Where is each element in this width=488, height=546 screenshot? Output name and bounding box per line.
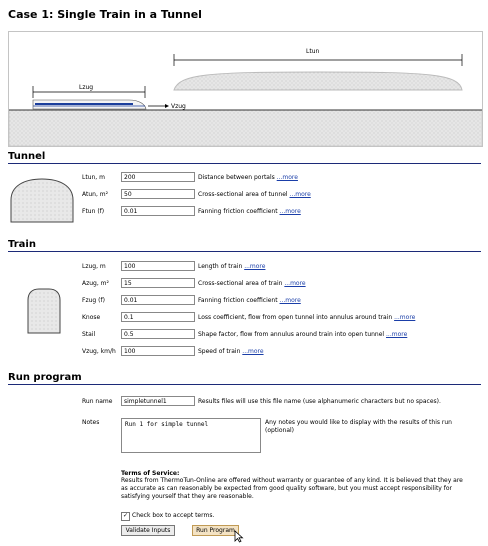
vzug-diagram-label: Vzug <box>171 103 186 110</box>
notes-textarea[interactable]: Run 1 for simple tunnel <box>121 418 261 453</box>
lzug-diagram-label: Lzug <box>79 84 94 91</box>
fzug-input[interactable]: 0.01 <box>121 295 195 305</box>
azug-input[interactable]: 15 <box>121 278 195 288</box>
lzug-more-link[interactable]: ...more <box>244 263 266 270</box>
vzug-input[interactable]: 100 <box>121 346 195 356</box>
run-program-button[interactable]: Run Program <box>192 525 239 536</box>
accept-terms-checkbox[interactable]: ✓ <box>122 512 129 519</box>
ftun-more-link[interactable]: ...more <box>279 208 301 215</box>
fzug-more-link[interactable]: ...more <box>279 297 301 304</box>
ftun-label: Ftun (f) <box>82 208 105 215</box>
tos-text: Results from ThermoTun-Online are offered without warranty or guarantee of any kind. It is believed that they are as accurate as can reasonably be expected from good quality software, but you must accept responsibility for satisfying yourself that they are reasonable. <box>121 477 463 500</box>
atun-desc: Cross-sectional area of tunnel <box>198 191 288 198</box>
tunnel-diagram <box>8 31 483 147</box>
page-title: Case 1: Single Train in a Tunnel <box>8 8 202 21</box>
notes-label: Notes <box>82 419 100 426</box>
train-heading: Train <box>8 239 36 250</box>
ltun-more-link[interactable]: ...more <box>276 174 298 181</box>
train-illustration <box>33 100 146 109</box>
atun-label: Atun, m² <box>82 191 109 198</box>
knose-desc: Loss coefficient, flow from open tunnel into annulus around train <box>198 314 393 321</box>
ltun-diagram-label: Ltun <box>306 48 320 55</box>
ltun-desc: Distance between portals <box>198 174 275 181</box>
run-rule <box>8 384 481 385</box>
tos-heading: Terms of Service: <box>121 470 180 477</box>
ftun-input[interactable]: 0.01 <box>121 206 195 216</box>
vzug-desc: Speed of train <box>198 348 241 355</box>
lzug-label: Lzug, m <box>82 263 106 270</box>
stail-more-link[interactable]: ...more <box>386 331 408 338</box>
validate-inputs-button[interactable]: Validate Inputs <box>121 525 175 536</box>
knose-input[interactable]: 0.1 <box>121 312 195 322</box>
train-cross-section-icon <box>27 288 61 334</box>
knose-label: Knose <box>82 314 101 321</box>
vzug-label: Vzug, km/h <box>82 348 116 355</box>
tunnel-heading: Tunnel <box>8 151 46 162</box>
fzug-desc: Fanning friction coefficient <box>198 297 278 304</box>
atun-more-link[interactable]: ...more <box>289 191 311 198</box>
ltun-input[interactable]: 200 <box>121 172 195 182</box>
run-name-desc: Results files will use this file name (use alphanumeric characters but no spaces). <box>198 398 441 405</box>
stail-input[interactable]: 0.5 <box>121 329 195 339</box>
run-name-input[interactable]: simpletunnel1 <box>121 396 195 406</box>
atun-input[interactable]: 50 <box>121 189 195 199</box>
accept-terms-label: Check box to accept terms. <box>132 512 215 519</box>
notes-desc: Any notes you would like to display with the results of this run (optional) <box>265 419 452 434</box>
train-rule <box>8 251 481 252</box>
ltun-label: Ltun, m <box>82 174 105 181</box>
vzug-more-link[interactable]: ...more <box>242 348 264 355</box>
azug-label: Azug, m² <box>82 280 109 287</box>
lzug-desc: Length of train <box>198 263 243 270</box>
mouse-cursor-icon <box>234 530 244 543</box>
azug-desc: Cross-sectional area of train <box>198 280 283 287</box>
lzug-input[interactable]: 100 <box>121 261 195 271</box>
stail-desc: Shape factor, flow from annulus around train into open tunnel <box>198 331 385 338</box>
run-heading: Run program <box>8 372 82 383</box>
stail-label: Stail <box>82 331 96 338</box>
fzug-label: Fzug (f) <box>82 297 105 304</box>
run-name-label: Run name <box>82 398 113 405</box>
knose-more-link[interactable]: ...more <box>394 314 416 321</box>
azug-more-link[interactable]: ...more <box>284 280 306 287</box>
ftun-desc: Fanning friction coefficient <box>198 208 278 215</box>
tunnel-cross-section-icon <box>10 178 74 224</box>
tunnel-rule <box>8 163 481 164</box>
